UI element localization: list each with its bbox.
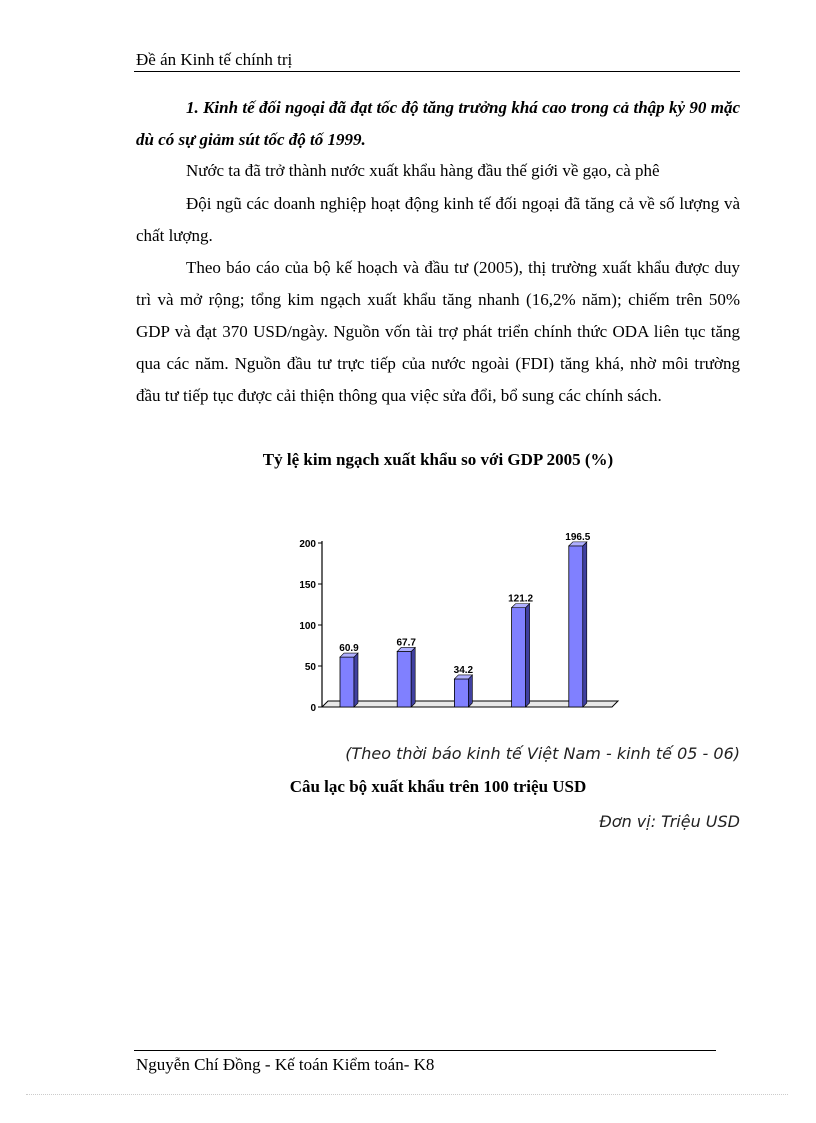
- bar: [397, 651, 411, 707]
- bar-side: [583, 542, 587, 707]
- header-rule: [134, 71, 740, 72]
- bar-side: [354, 653, 358, 707]
- chart-bars: [340, 542, 587, 707]
- chart-value-labels: [339, 532, 590, 676]
- bar-side: [411, 647, 415, 707]
- bar: [512, 608, 526, 707]
- bar-value-label: 121.2: [508, 593, 534, 605]
- footer-author: Nguyễn Chí Đồng - Kế toán Kiểm toán- K8: [136, 1055, 435, 1074]
- bar-chart: [270, 520, 630, 725]
- bar: [569, 546, 583, 707]
- unit-note: Đơn vị: Triệu USD: [599, 812, 740, 831]
- section-heading: 1. Kinh tế đối ngoại đã đạt tốc độ tăng trưởng khá cao trong cả thập kỷ 90 mặc dù có sự giảm sút tốc độ tố 1999.: [136, 98, 740, 149]
- bar-side: [468, 675, 472, 707]
- footer-rule: [134, 1050, 716, 1051]
- chart-source-note: (Theo thời báo kinh tế Việt Nam - kinh tế 05 - 06): [345, 744, 740, 763]
- chart-title: Tỷ lệ kim ngạch xuất khẩu so với GDP 2005 (%): [262, 450, 614, 469]
- bar-value-label: 196.5: [565, 531, 591, 543]
- y-tick-label: 150: [299, 580, 316, 591]
- bar-value-label: 67.7: [396, 637, 416, 649]
- table-title: Câu lạc bộ xuất khẩu trên 100 triệu USD: [289, 777, 587, 796]
- bar: [454, 679, 468, 707]
- paragraph-3: Theo báo cáo của bộ kế hoạch và đầu tư (2005), thị trường xuất khẩu được duy trì và mở rộng; tổng kim ngạch xuất khẩu tăng nhanh (16,2% năm); chiếm trên 50% GDP và đạt 370 USD/ngày. Nguồn vốn tài trợ phát triển chính thức ODA liên tục tăng qua các năm. Nguồn đầu tư trực tiếp của nước ngoài (FDI) tăng khá, nhờ môi trường đầu tư tiếp tục được cải thiện thông qua việc sửa đổi, bổ sung các chính sách.: [136, 258, 740, 405]
- page-edge: [26, 1094, 788, 1095]
- document-header-title: Đề án Kinh tế chính trị: [136, 50, 293, 69]
- bar-value-label: 34.2: [453, 664, 474, 676]
- bar: [340, 657, 354, 707]
- bar-side: [526, 604, 530, 707]
- y-tick-label: 200: [299, 539, 316, 550]
- y-tick-label: 50: [304, 662, 316, 673]
- paragraph-1: Nước ta đã trở thành nước xuất khẩu hàng đầu thế giới về gạo, cà phê: [186, 161, 660, 180]
- bar-value-label: 60.9: [339, 643, 359, 655]
- paragraph-2: Đội ngũ các doanh nghiệp hoạt động kinh tế đối ngoại đã tăng cả về số lượng và chất lượng.: [136, 194, 740, 245]
- y-tick-label: 0: [310, 703, 316, 714]
- y-tick-label: 100: [299, 621, 316, 632]
